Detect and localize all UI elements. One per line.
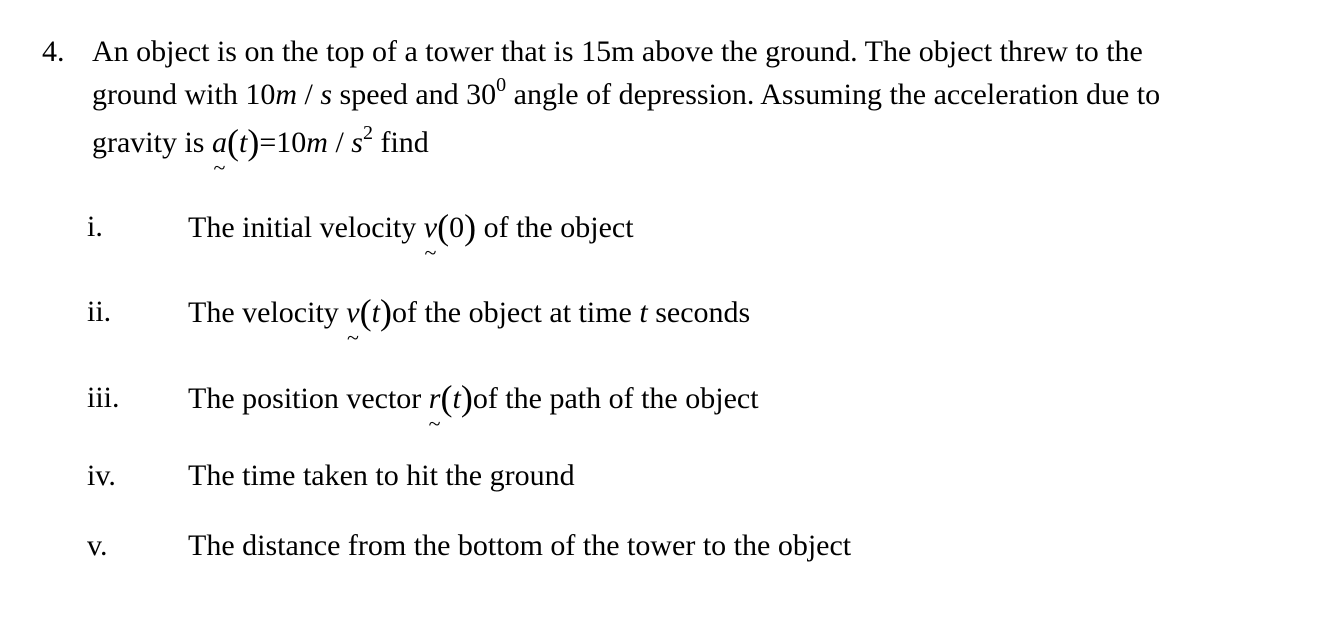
time-variable: t [639,296,648,329]
paren-open: ( [440,378,453,418]
item-text: seconds [647,296,751,329]
vector-tilde-mark: ~ [346,325,359,350]
time-variable: t [239,126,248,159]
angle-value: 30 [466,78,497,111]
speed-unit-slash: / [297,78,321,111]
paren-open: ( [437,207,450,247]
item-label-v: v. [87,529,108,562]
accel-unit-exponent: 2 [362,122,373,144]
paren-close: ) [460,378,473,418]
stem-text: find [372,126,429,159]
speed-unit-m: m [275,78,297,111]
velocity-vector [346,293,360,350]
question-stem-line-3 [92,122,429,180]
item-text: The initial velocity [188,211,424,244]
item-text: of the object [476,211,634,244]
accel-unit-s: s [351,126,363,159]
stem-text: speed and [332,78,467,111]
item-text-iii [188,378,759,436]
vector-symbol: v [346,296,360,329]
question-number: 4. [42,35,65,68]
speed-unit-s: s [320,78,333,111]
item-label-iv: iv. [87,459,116,492]
acceleration-vector [212,123,227,180]
vector-symbol: v [423,211,438,244]
paren-close: ) [247,122,260,162]
stem-text: ground with [92,78,246,111]
vector-tilde-mark: ~ [428,411,441,436]
item-text: of the path of the object [472,382,759,415]
item-label-i: i. [87,210,103,243]
question-stem-line-2 [92,75,1160,115]
item-text-ii [188,292,751,350]
vector-symbol: a [212,126,227,159]
paren-open: ( [227,122,239,162]
item-label-iii: iii. [87,381,120,414]
argument: t [371,296,380,329]
speed-value: 10 [245,78,276,111]
velocity-vector [423,208,438,265]
vector-symbol: r [428,382,441,415]
paren-open: ( [359,292,372,332]
item-text-v: The distance from the bottom of the tower to the object [188,529,852,562]
stem-text: gravity is [92,126,212,159]
accel-unit-slash: / [327,126,352,159]
vector-tilde-mark: ~ [424,240,437,265]
item-text: The position vector [188,382,429,415]
item-text: The velocity [188,296,347,329]
paren-close: ) [379,292,392,332]
vector-tilde-mark: ~ [213,155,226,180]
angle-degree-superscript: 0 [496,74,507,96]
item-text-i [188,207,634,265]
accel-unit-m: m [306,126,328,159]
item-text-iv: The time taken to hit the ground [188,459,575,492]
argument: t [452,382,461,415]
paren-close: ) [464,207,477,247]
stem-text: An object is on the top of a tower that is 15m above the ground. The object threw to the [92,35,1143,68]
equals-value: =10 [259,126,307,159]
argument: 0 [449,211,465,244]
question-stem-line-1 [92,32,1143,72]
stem-text: angle of depression. Assuming the acceleration due to [506,78,1161,111]
item-text: of the object at time [391,296,640,329]
item-label-ii: ii. [87,295,112,328]
position-vector [428,379,441,436]
